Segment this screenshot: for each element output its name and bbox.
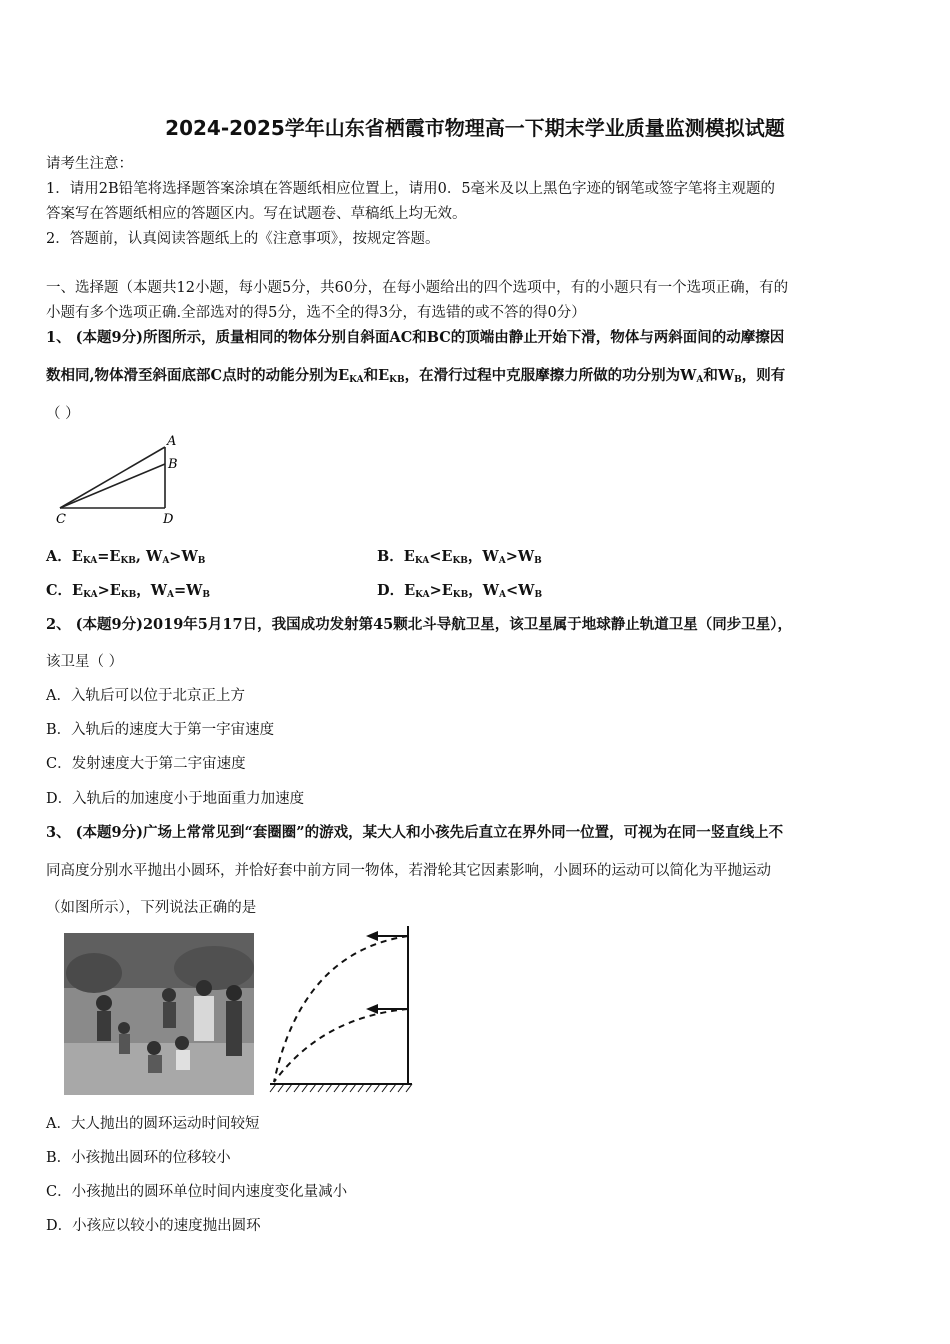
label-b: B xyxy=(168,457,178,472)
subscript: KB xyxy=(389,375,405,385)
option-text: =E xyxy=(97,548,121,565)
option-text: >E xyxy=(429,582,453,599)
subscript: KB xyxy=(452,590,469,600)
q1-option-c xyxy=(46,579,210,600)
q1-option-b xyxy=(377,545,542,566)
subscript: A xyxy=(499,590,507,600)
subscript: KA xyxy=(349,375,364,385)
option-text: ，W xyxy=(468,582,500,599)
subscript: A xyxy=(167,590,174,600)
projectile-diagram xyxy=(262,922,422,1094)
q1-text-part: 数相同,物体滑至斜面底部C点时的动能分别为E xyxy=(46,367,350,384)
q2-line-2: 该卫星（ ） xyxy=(46,654,124,670)
option-letter: B． xyxy=(377,548,404,565)
notice-heading: 请考生注意： xyxy=(46,156,133,172)
q2-option-b: B．入轨后的速度大于第一宇宙速度 xyxy=(46,722,275,738)
q1-text-part: ，在滑行过程中克服摩擦力所做的功分别为W xyxy=(404,367,697,384)
option-letter: D． xyxy=(377,582,405,599)
option-letter: C． xyxy=(46,582,73,599)
exam-title: 2024-2025学年山东省栖霞市物理高一下期末学业质量监测模拟试题 xyxy=(165,116,785,140)
subscript: A xyxy=(162,556,170,566)
q3-option-a: A．大人抛出的圆环运动时间较短 xyxy=(46,1116,260,1132)
subscript: B xyxy=(197,556,206,566)
notice-item-1-line-1: 1．请用2B铅笔将选择题答案涂填在答题纸相应位置上，请用0．5毫米及以上黑色字迹的钢笔或签字笔将主观题的 xyxy=(46,181,776,197)
q1-option-a xyxy=(46,545,205,566)
subscript: KA xyxy=(415,590,430,600)
subscript: KA xyxy=(414,556,430,566)
q1-text-part: 和W xyxy=(703,367,735,384)
arrow-left-icon xyxy=(366,1004,408,1014)
q3-line-3: （如图所示），下列说法正确的是 xyxy=(46,900,257,916)
incline-ac xyxy=(60,447,165,508)
notice-item-2: 2．答题前，认真阅读答题纸上的《注意事项》，按规定答题。 xyxy=(46,231,440,247)
option-text: >W xyxy=(505,548,535,565)
option-text: , W xyxy=(135,548,163,565)
subscript: A xyxy=(696,375,704,385)
option-text: >E xyxy=(97,582,121,599)
label-d: D xyxy=(163,512,174,527)
q2-option-c: C．发射速度大于第二宇宙速度 xyxy=(46,756,246,772)
option-text: E xyxy=(404,582,416,599)
notice-item-1-line-2: 答案写在答题纸相应的答题区内。写在试题卷、草稿纸上均无效。 xyxy=(46,206,467,222)
q2-option-d: D．入轨后的加速度小于地面重力加速度 xyxy=(46,791,305,807)
subscript: KB xyxy=(120,590,137,600)
section-1-line-2: 小题有多个选项正确.全部选对的得5分，选不全的得3分，有选错的或不答的得0分） xyxy=(46,305,586,321)
option-text: ，W xyxy=(136,582,167,599)
option-text: <E xyxy=(429,548,453,565)
option-text: >W xyxy=(169,548,198,565)
subscript: A xyxy=(498,556,506,566)
incline-bc xyxy=(60,464,165,508)
option-text: E xyxy=(403,548,415,565)
option-text: E xyxy=(71,548,83,565)
q1-option-d xyxy=(377,579,542,600)
option-text: E xyxy=(72,582,84,599)
option-letter: A． xyxy=(46,548,72,565)
q1-line-2 xyxy=(46,364,785,385)
label-c: C xyxy=(56,512,66,527)
section-1-line-1: 一、选择题（本题共12小题，每小题5分，共60分，在每小题给出的四个选项中，有的小题只有一个选项正确，有的 xyxy=(46,280,789,296)
option-text: =W xyxy=(173,582,203,599)
subscript: KB xyxy=(452,556,468,566)
subscript: KB xyxy=(120,556,136,566)
ring-toss-photo xyxy=(64,933,254,1095)
option-text: <W xyxy=(506,582,535,599)
incline-figure xyxy=(46,430,196,530)
option-text: ，W xyxy=(467,548,499,565)
arrow-left-icon xyxy=(366,931,408,941)
q1-line-3: （ ） xyxy=(46,406,80,422)
q2-option-a: A．入轨后可以位于北京正上方 xyxy=(46,688,245,704)
q2-line-1: 2、 (本题9分)2019年5月17日，我国成功发射第45颗北斗导航卫星，该卫星属于地球静止轨道卫星（同步卫星）， xyxy=(46,616,792,633)
subscript: KA xyxy=(82,556,98,566)
subscript: B xyxy=(734,375,742,385)
ground-hatching xyxy=(270,1084,412,1092)
q3-line-1: 3、 (本题9分)广场上常常见到“套圈圈”的游戏，某大人和小孩先后直立在界外同一位置，可视为在同一竖直线上不 xyxy=(46,824,784,841)
subscript: KA xyxy=(83,590,98,600)
photo-illustration xyxy=(64,933,254,1095)
q3-line-2: 同高度分别水平抛出小圆环，并恰好套中前方同一物体，若滑轮其它因素影响，小圆环的运动可以简化为平抛运动 xyxy=(46,863,771,879)
label-a: A xyxy=(167,434,177,449)
q1-line-1: 1、 (本题9分)所图所示，质量相同的物体分别自斜面AC和BC的顶端由静止开始下滑，物体与两斜面间的动摩擦因 xyxy=(46,329,785,346)
subscript: B xyxy=(202,590,211,600)
q3-option-d: D．小孩应以较小的速度抛出圆环 xyxy=(46,1218,261,1234)
q3-option-c: C．小孩抛出的圆环单位时间内速度变化量减小 xyxy=(46,1184,348,1200)
q1-text-part: 和E xyxy=(363,367,390,384)
q3-option-b: B．小孩抛出圆环的位移较小 xyxy=(46,1150,231,1166)
subscript: B xyxy=(534,590,543,600)
subscript: B xyxy=(534,556,542,566)
q1-text-part: ，则有 xyxy=(741,367,786,384)
